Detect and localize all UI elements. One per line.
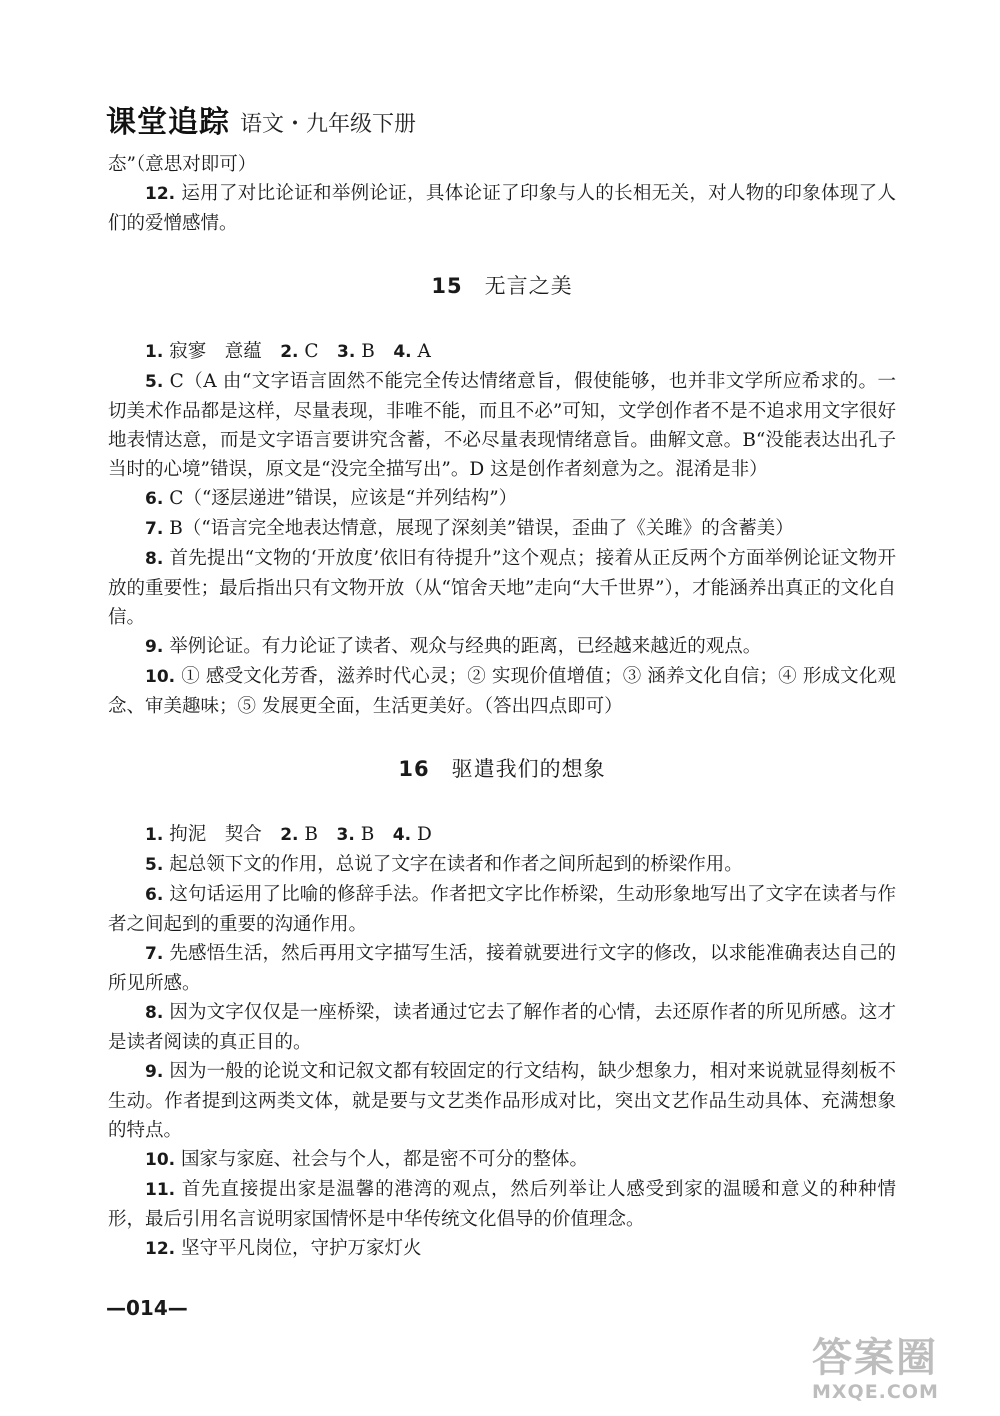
item-number: 1. xyxy=(145,342,164,362)
item-number: 4. xyxy=(392,825,412,845)
item-number: 7. xyxy=(145,944,164,964)
item-text: B xyxy=(360,824,393,845)
section-number: 15 xyxy=(431,274,463,298)
item-text: 因为文字仅仅是一座桥梁，读者通过它去了解作者的心情，去还原作者的所见所感。这才是读者阅读的真正目的。 xyxy=(108,1002,896,1053)
item-text: B xyxy=(361,341,394,362)
item-text: 首先直接提出家是温馨的港湾的观点，然后列举让人感受到家的温暖和意义的种种情形，最后引用名言说明家国情怀是中华传统文化倡导的价值理念。 xyxy=(108,1179,896,1230)
section-title-16 xyxy=(108,755,896,784)
answer-item xyxy=(108,632,896,662)
item-text: D xyxy=(416,824,432,845)
answer-item xyxy=(108,820,896,850)
item-text: B xyxy=(304,824,337,845)
answer-item xyxy=(108,1145,896,1175)
answer-item xyxy=(108,1234,896,1264)
item-number: 12. xyxy=(145,184,176,204)
answer-item xyxy=(108,998,896,1057)
item-text: 坚守平凡岗位，守护万家灯火 xyxy=(181,1238,422,1259)
item-number: 2. xyxy=(280,825,299,845)
answer-item xyxy=(108,880,896,939)
item-text: 先感悟生活，然后再用文字描写生活，接着就要进行文字的修改，以求能准确表达自己的所见所感。 xyxy=(108,943,896,994)
answer-item xyxy=(108,337,896,367)
continued-answer: 态”（意思对即可） xyxy=(108,154,257,175)
section-name: 无言之美 xyxy=(484,274,573,298)
answer-item xyxy=(108,544,896,632)
book-subject: 语文・九年级下册 xyxy=(240,112,417,137)
item-number: 4. xyxy=(393,342,412,362)
answer-item xyxy=(108,179,896,238)
answer-item xyxy=(108,484,896,514)
item-number: 2. xyxy=(280,342,299,362)
answer-item xyxy=(108,939,896,998)
item-text: 这句话运用了比喻的修辞手法。作者把文字比作桥梁，生动形象地写出了文字在读者与作者之间起到的重要的沟通作用。 xyxy=(108,884,896,935)
item-number: 3. xyxy=(336,825,355,845)
site-watermark xyxy=(812,1336,998,1412)
item-number: 3. xyxy=(337,342,356,362)
page-number: —014— xyxy=(106,1296,188,1320)
item-number: 6. xyxy=(145,489,164,509)
answer-item xyxy=(108,367,896,484)
answer-item xyxy=(108,514,896,544)
item-number: 7. xyxy=(145,519,164,539)
page-header xyxy=(106,100,416,140)
item-number: 10. xyxy=(145,1150,176,1170)
item-text: 寂寥 意蕴 xyxy=(169,341,281,362)
item-number: 5. xyxy=(145,372,164,392)
section-name: 驱遣我们的想象 xyxy=(451,757,606,781)
item-number: 8. xyxy=(145,549,164,569)
item-text: ① 感受文化芳香，滋养时代心灵；② 实现价值增值；③ 涵养文化自信；④ 形成文化观念、审美趣味；⑤ 发展更全面，生活更美好。（答出四点即可） xyxy=(108,666,896,717)
item-number: 10. xyxy=(145,667,176,687)
item-text: 国家与家庭、社会与个人，都是密不可分的整体。 xyxy=(181,1149,589,1170)
item-text: C（A 由“文字语言固然不能完全传达情绪意旨，假使能够，也并非文学所应希求的。一切美术作品都是这样，尽量表现，非唯不能，而且不必”可知，文学创作者不是不追求用文字很好地表情达意，而是文字语言要讲究含蓄，不必尽量表现情绪意旨。曲解文意。B“没能表达出孔子当时的心境”错误，原文是“没完全描写出”。D 这是创作者刻意为之。混淆是非） xyxy=(108,371,896,480)
item-number: 6. xyxy=(145,885,164,905)
item-number: 5. xyxy=(145,855,164,875)
item-text: 拘泥 契合 xyxy=(169,824,281,845)
item-number: 12. xyxy=(145,1239,176,1259)
item-number: 11. xyxy=(145,1180,176,1200)
watermark-logo-text: 答案圈 xyxy=(812,1335,938,1381)
answer-item xyxy=(108,850,896,880)
answer-item xyxy=(108,1057,896,1145)
item-number: 9. xyxy=(145,1062,164,1082)
watermark-url: MXQE.COM xyxy=(812,1381,939,1403)
item-number: 1. xyxy=(145,825,164,845)
item-text: B（“语言完全地表达情意，展现了深刻美”错误，歪曲了《关雎》的含蓄美） xyxy=(169,518,794,539)
section-number: 16 xyxy=(398,757,430,781)
item-text: 运用了对比论证和举例论证，具体论证了印象与人的长相无关，对人物的印象体现了人们的爱憎感情。 xyxy=(108,183,896,234)
item-text: 举例论证。有力论证了读者、观众与经典的距离，已经越来越近的观点。 xyxy=(169,636,762,657)
item-text: C（“逐层递进”错误，应该是“并列结构”） xyxy=(169,488,518,509)
item-number: 8. xyxy=(145,1003,164,1023)
book-brand: 课堂追踪 xyxy=(106,105,230,140)
item-text: 起总领下文的作用，总说了文字在读者和作者之间所起到的桥梁作用。 xyxy=(169,854,743,875)
item-text: C xyxy=(304,341,338,362)
answer-item xyxy=(108,662,896,721)
item-text: 首先提出“文物的‘开放度’依旧有待提升”这个观点；接着从正反两个方面举例论证文物开放的重要性；最后指出只有文物开放（从“馆舍天地”走向“大千世界”），才能涵养出真正的文化自信。 xyxy=(108,548,896,628)
answer-item xyxy=(108,1175,896,1234)
answer-content xyxy=(108,150,896,1264)
item-text: A xyxy=(417,341,431,362)
section-title-15 xyxy=(108,272,896,301)
item-number: 9. xyxy=(145,637,164,657)
item-text: 因为一般的论说文和记叙文都有较固定的行文结构，缺少想象力，相对来说就显得刻板不生动。作者提到这两类文体，就是要与文艺类作品形成对比，突出文艺作品生动具体、充满想象的特点。 xyxy=(108,1061,896,1141)
